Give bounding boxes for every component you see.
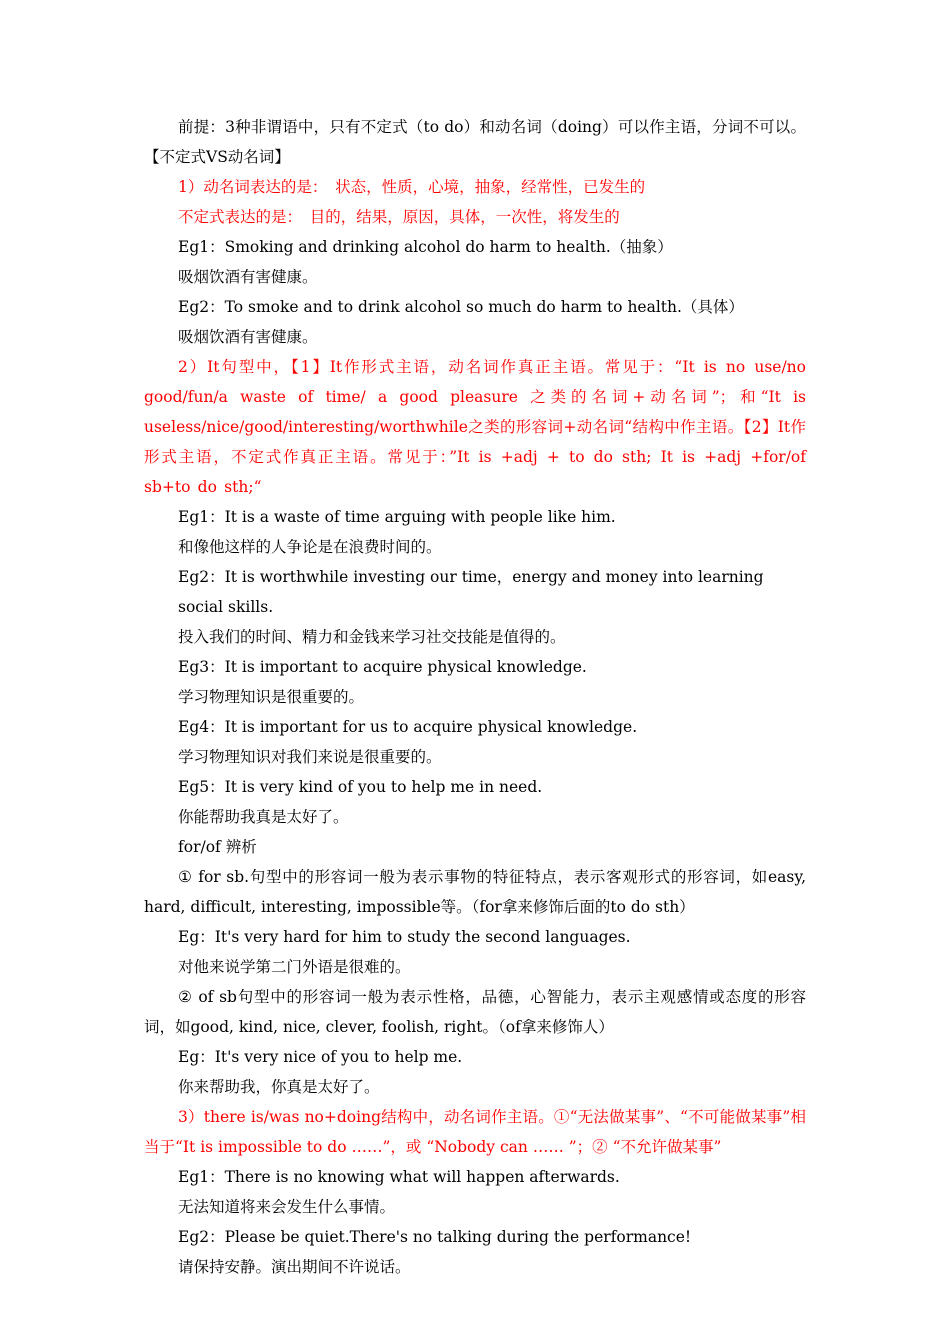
it-example-4-english: Eg4：It is important for us to acquire physical knowledge.: [178, 718, 638, 736]
there-example-2-chinese: 请保持安静。演出期间不许说话。: [178, 1258, 411, 1276]
example-2-chinese: 吸烟饮酒有害健康。: [178, 328, 318, 346]
example-2-english: Eg2：To smoke and to drink alcohol so much do harm to health.（具体）: [178, 298, 744, 316]
intro-paragraph: 前提：3种非谓语中，只有不定式（to do）和动名词（doing）可以作主语，分词不可以。【不定式VS动名词】: [144, 118, 806, 166]
of-example-english: Eg：It's very nice of you to help me.: [178, 1048, 463, 1066]
example-1-english: Eg1：Smoking and drinking alcohol do harm to health.（抽象）: [178, 238, 673, 256]
there-example-2-english: Eg2：Please be quiet.There's no talking during the performance!: [178, 1228, 692, 1246]
for-of-heading: for/of 辨析: [178, 838, 257, 856]
infinitive-meaning-line: 不定式表达的是： 目的，结果，原因，具体，一次性，将发生的: [178, 208, 620, 226]
it-example-5-english: Eg5：It is very kind of you to help me in need.: [178, 778, 543, 796]
there-example-1-chinese: 无法知道将来会发生什么事情。: [178, 1198, 396, 1216]
it-example-1-chinese: 和像他这样的人争论是在浪费时间的。: [178, 538, 442, 556]
it-example-3-chinese: 学习物理知识是很重要的。: [178, 688, 365, 706]
it-example-2-chinese: 投入我们的时间、精力和金钱来学习社交技能是值得的。: [178, 628, 566, 646]
there-is-no-rule: 3）there is/was no+doing结构中，动名词作主语。①“无法做某事”、“不可能做某事”相当于“It is impossible to do ……”，或 “Nobody can …… ”；② “不允许做某事”: [144, 1108, 806, 1156]
for-example-chinese: 对他来说学第二门外语是很难的。: [178, 958, 411, 976]
of-sb-rule: ② of sb句型中的形容词一般为表示性格，品德，心智能力，表示主观感情或态度的形容词，如good, kind, nice, clever, foolish, right。（of拿来修饰人）: [144, 988, 806, 1036]
gerund-meaning-line: 1）动名词表达的是： 状态，性质，心境，抽象，经常性，已发生的: [178, 178, 646, 196]
for-sb-rule: ① for sb.句型中的形容词一般为表示事物的特征特点，表示客观形式的形容词，如easy, hard, difficult, interesting, impossible等。（for拿来修饰后面的to do sth）: [144, 868, 806, 916]
there-example-1-english: Eg1：There is no knowing what will happen afterwards.: [178, 1168, 620, 1186]
for-example-english: Eg：It's very hard for him to study the second languages.: [178, 928, 631, 946]
it-example-1-english: Eg1：It is a waste of time arguing with people like him.: [178, 508, 616, 526]
document-body: [144, 112, 806, 1282]
example-1-chinese: 吸烟饮酒有害健康。: [178, 268, 318, 286]
it-example-2-english: Eg2：It is worthwhile investing our time，energy and money into learning social skills.: [178, 568, 764, 616]
it-example-5-chinese: 你能帮助我真是太好了。: [178, 808, 349, 826]
it-example-3-english: Eg3：It is important to acquire physical knowledge.: [178, 658, 587, 676]
it-pattern-rule: 2）It句型中，【1】It作形式主语，动名词作真正主语。常见于：“It is no use/no good/fun/a waste of time/ a good pleasure 之类的名词+动名词”；和“It is useless/nice/good/interesting/worthwhile之类的形容词+动名词“结构中作主语。【2】It作形式主语，不定式作真正主语。常见于：”It is +adj + to do sth; It is +adj +for/of sb+to do sth;“: [144, 358, 806, 496]
of-example-chinese: 你来帮助我，你真是太好了。: [178, 1078, 380, 1096]
it-example-4-chinese: 学习物理知识对我们来说是很重要的。: [178, 748, 442, 766]
